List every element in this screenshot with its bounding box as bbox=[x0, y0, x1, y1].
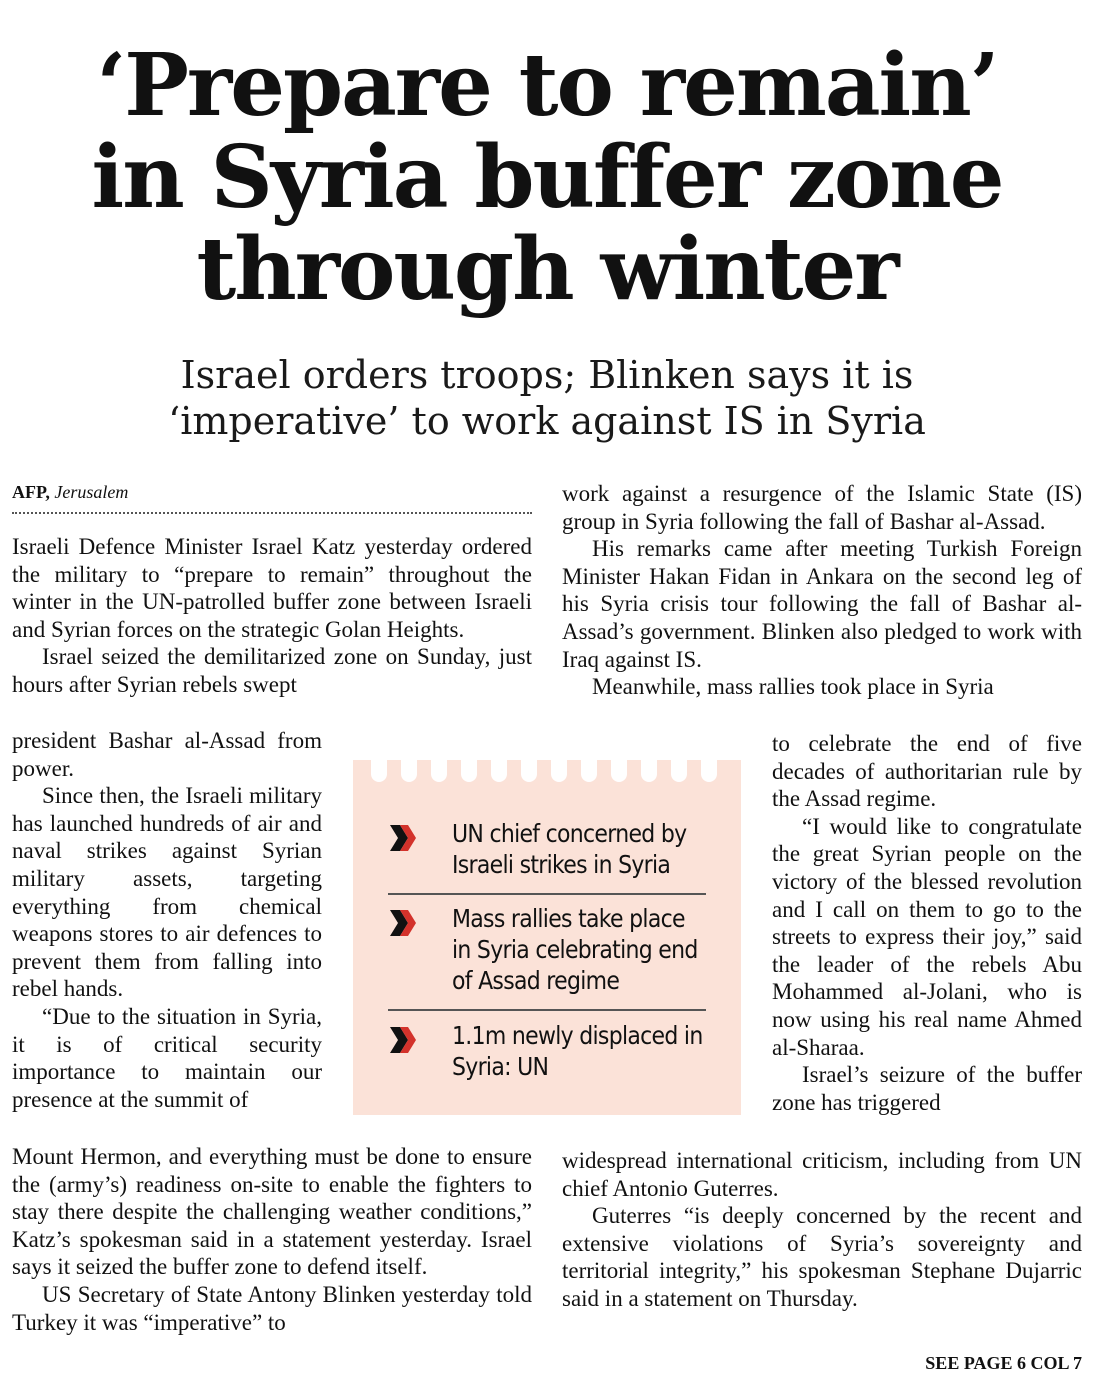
column-1-wrap bbox=[12, 727, 322, 1113]
paragraph: president Bashar al-Assad from power. bbox=[12, 728, 322, 781]
column-1-bottom bbox=[12, 1143, 532, 1336]
byline-divider bbox=[12, 512, 532, 514]
byline-location: Jerusalem bbox=[54, 482, 129, 502]
jump-line: SEE PAGE 6 COL 7 bbox=[925, 1353, 1082, 1373]
paragraph: widespread international criticism, including from UN chief Antonio Guterres. bbox=[562, 1148, 1082, 1201]
paragraph: to celebrate the end of five decades of authoritarian rule by the Assad regime. bbox=[772, 731, 1082, 812]
column-2-bottom bbox=[562, 1147, 1082, 1313]
subheadline-line-2: ‘imperative’ to work against IS in Syria bbox=[168, 399, 926, 443]
notepad-holes bbox=[371, 760, 731, 790]
paragraph: Israel’s seizure of the buffer zone has triggered bbox=[772, 1062, 1082, 1115]
column-1-top bbox=[12, 533, 532, 699]
highlight-text: Mass rallies take place in Syria celebrating end of Assad regime bbox=[452, 904, 698, 995]
paragraph: “Due to the situation in Syria, it is of critical security importance to maintain our presence at the summit of bbox=[12, 1003, 322, 1112]
paragraph: His remarks came after meeting Turkish Foreign Minister Hakan Fidan in Ankara on the second leg of his Syria crisis tour following the fall of Bashar al-Assad’s government. Blinken also pledged to work with Iraq against IS. bbox=[562, 536, 1082, 672]
subheadline-line-1: Israel orders troops; Blinken says it is bbox=[180, 353, 914, 397]
highlight-item bbox=[388, 818, 706, 880]
paragraph: Mount Hermon, and everything must be done to ensure the (army’s) readiness on-site to enable the fighters to stay there despite the challenging weather conditions,” Katz’s spokesman said in a statement yesterday. Israel says it seized the buffer zone to defend itself. bbox=[12, 1144, 532, 1280]
headline-line-1: ‘Prepare to remain’ bbox=[96, 35, 998, 136]
paragraph: Since then, the Israeli military has launched hundreds of air and naval strikes against Syrian military assets, targeting everything from chemical weapons stores to air defences to prevent them from falling into rebel hands. bbox=[12, 783, 322, 1002]
paragraph: Israel seized the demilitarized zone on Sunday, just hours after Syrian rebels swept bbox=[12, 644, 532, 697]
headline-line-3: through winter bbox=[196, 219, 898, 320]
byline bbox=[12, 482, 128, 503]
paragraph: “I would like to congratulate the great Syrian people on the victory of the blessed revolution and I call on them to go to the streets to express their joy,” said the leader of the rebels Abu Mohammed al-Jolani, who is now using his real name Ahmed al-Sharaa. bbox=[772, 813, 1082, 1060]
paragraph: work against a resurgence of the Islamic State (IS) group in Syria following the fall of Bashar al-Assad. bbox=[562, 481, 1082, 534]
paragraph: Guterres “is deeply concerned by the recent and extensive violations of Syria’s sovereignty and territorial integrity,” his spokesman Stephane Dujarric said in a statement on Thursday. bbox=[562, 1203, 1082, 1311]
highlight-divider bbox=[388, 893, 706, 895]
highlight-divider bbox=[388, 1009, 706, 1011]
subheadline bbox=[0, 352, 1094, 444]
double-chevron-right-icon bbox=[388, 821, 418, 855]
highlight-text: UN chief concerned by Israeli strikes in Syria bbox=[452, 819, 687, 879]
headline-line-2: in Syria buffer zone bbox=[91, 127, 1003, 228]
highlight-text: 1.1m newly displaced in Syria: UN bbox=[452, 1021, 703, 1081]
paragraph: Meanwhile, mass rallies took place in Syria bbox=[592, 674, 994, 700]
headline bbox=[0, 35, 1094, 320]
paragraph: Israeli Defence Minister Israel Katz yesterday ordered the military to “prepare to remain” throughout the winter in the UN-patrolled buffer zone between Israeli and Syrian forces on the strategic Golan Heights. bbox=[12, 534, 532, 642]
paragraph: US Secretary of State Antony Blinken yesterday told Turkey it was “imperative” to bbox=[12, 1281, 532, 1335]
highlight-item bbox=[388, 903, 706, 996]
byline-agency: AFP, bbox=[12, 482, 50, 502]
double-chevron-right-icon bbox=[388, 906, 418, 940]
double-chevron-right-icon bbox=[388, 1023, 418, 1057]
column-2-top bbox=[562, 480, 1082, 701]
highlights-box bbox=[353, 760, 741, 1115]
column-2-wrap bbox=[772, 730, 1082, 1116]
highlight-item bbox=[388, 1020, 706, 1082]
